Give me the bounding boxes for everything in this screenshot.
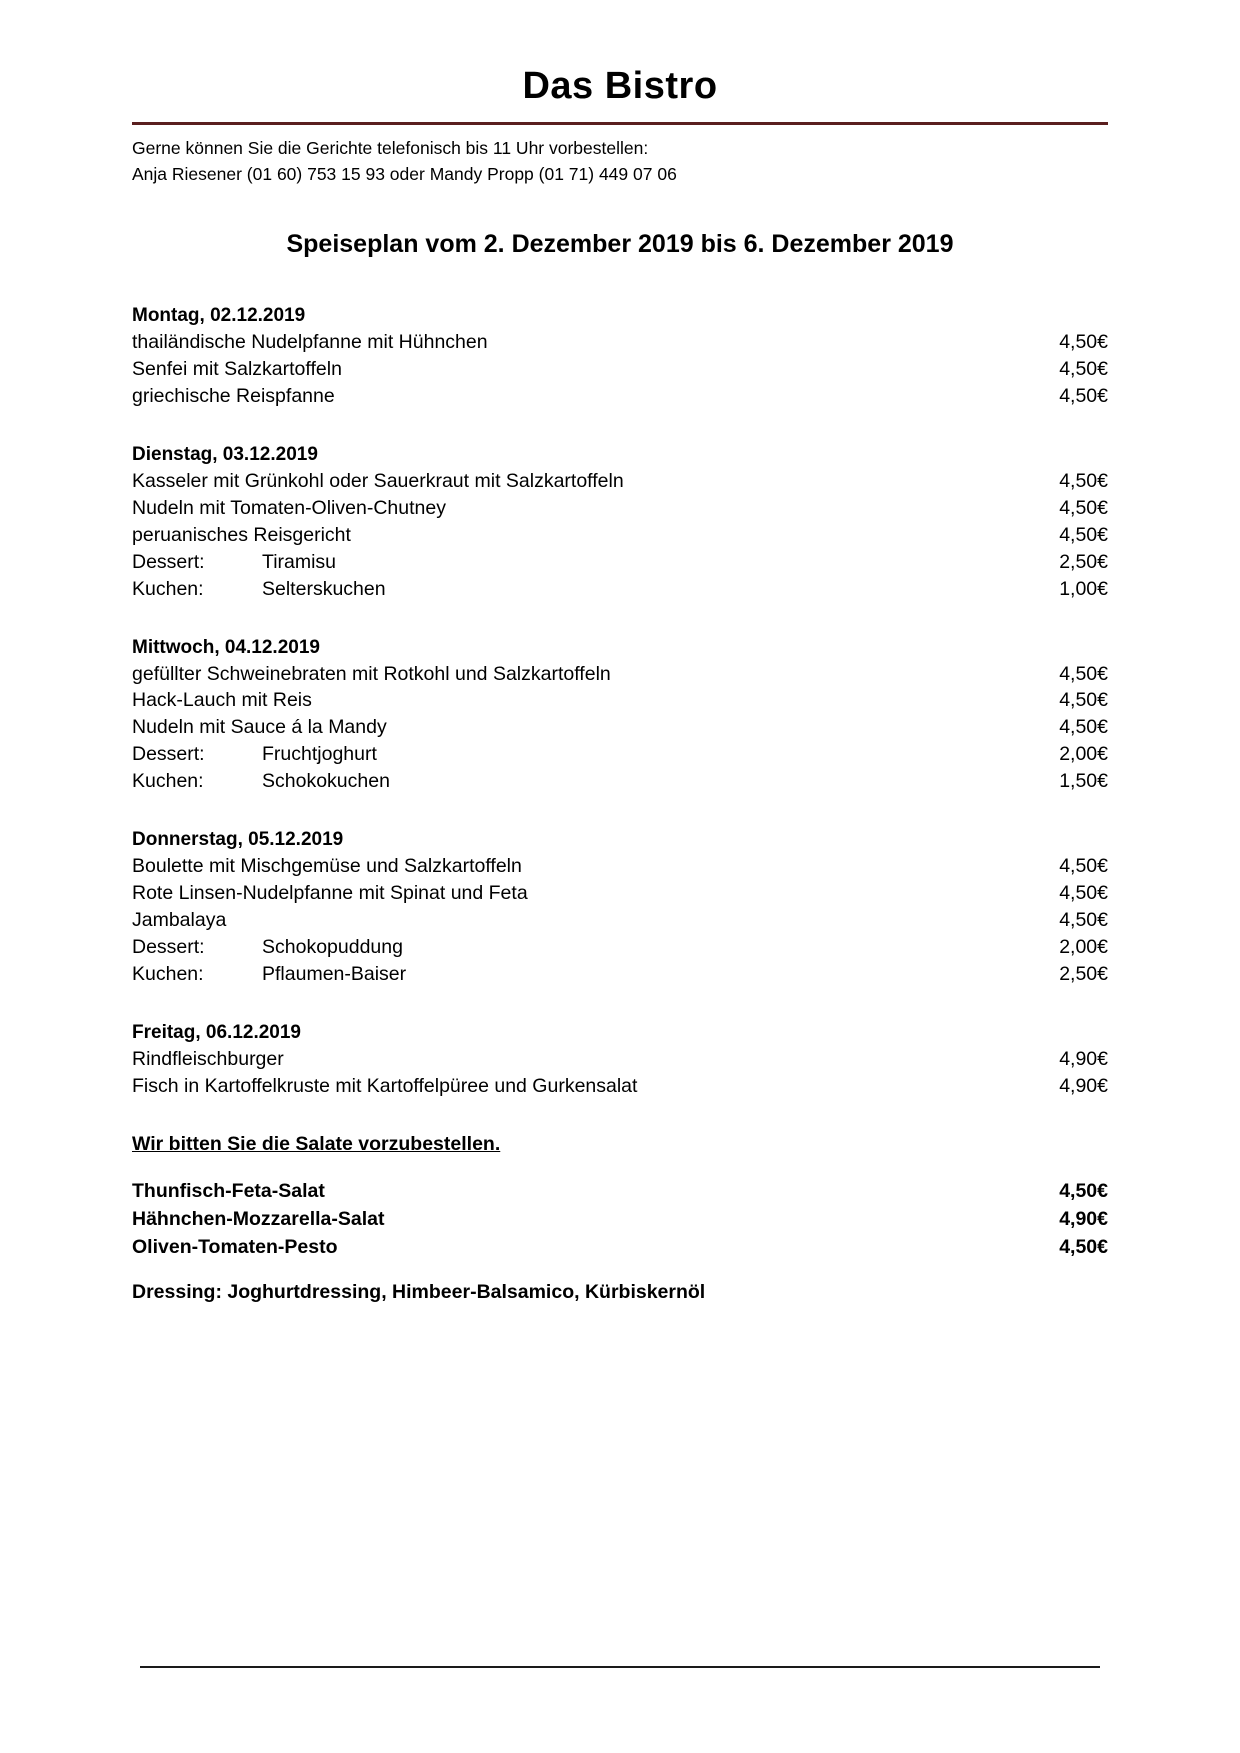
menu-row <box>132 768 1108 795</box>
dish-name <box>132 549 1028 576</box>
dish-name: Senfei mit Salzkartoffeln <box>132 358 342 381</box>
menu-row <box>132 468 1108 495</box>
menu-row <box>132 549 1108 576</box>
dish-price: 2,50€ <box>1059 962 1108 985</box>
menu-row <box>132 880 1108 907</box>
dish-price: 2,00€ <box>1059 743 1108 766</box>
dish-price: 4,90€ <box>1059 1047 1108 1070</box>
dish-price: 4,50€ <box>1059 908 1108 931</box>
dish-price: 4,50€ <box>1059 496 1108 519</box>
menu-row <box>132 329 1108 356</box>
menu-row <box>132 853 1108 880</box>
menu-row <box>132 714 1108 741</box>
menu-row <box>132 495 1108 522</box>
dish-text: Fruchtjoghurt <box>262 743 377 766</box>
dressing-note: Dressing: Joghurtdressing, Himbeer-Balsamico, Kürbiskernöl <box>132 1281 706 1304</box>
salad-row <box>132 1234 1108 1262</box>
dish-text: Tiramisu <box>262 550 337 573</box>
dish-name: griechische Reispfanne <box>132 385 335 408</box>
dish-price: 4,50€ <box>1059 855 1108 878</box>
salad-list <box>132 1178 1108 1261</box>
dish-name: Fisch in Kartoffelkruste mit Kartoffelpüree und Gurkensalat <box>132 1074 638 1097</box>
day-heading: Dienstag, 03.12.2019 <box>132 444 318 466</box>
dish-name: peruanisches Reisgericht <box>132 523 351 546</box>
menu-row <box>132 741 1108 768</box>
dish-price: 1,50€ <box>1059 770 1108 793</box>
header-divider <box>132 122 1108 125</box>
contact-line-2: Anja Riesener (01 60) 753 15 93 oder Mandy Propp (01 71) 449 07 06 <box>132 164 677 185</box>
contact-line-1: Gerne können Sie die Gerichte telefonisch bis 11 Uhr vorbestellen: <box>132 137 649 158</box>
plan-title: Speiseplan vom 2. Dezember 2019 bis 6. Dezember 2019 <box>286 230 954 259</box>
dish-name <box>132 934 1028 961</box>
salad-price: 4,50€ <box>1059 1235 1108 1258</box>
course-label: Kuchen: <box>132 770 204 793</box>
dish-text: Schokopuddung <box>262 935 403 958</box>
dish-name <box>132 576 1028 603</box>
dish-price: 4,50€ <box>1059 662 1108 685</box>
dish-name: Rote Linsen-Nudelpfanne mit Spinat und Feta <box>132 881 528 904</box>
dish-text: Selterskuchen <box>262 577 386 600</box>
dish-text: Pflaumen-Baiser <box>262 962 407 985</box>
dish-name <box>132 768 1028 795</box>
day-heading: Donnerstag, 05.12.2019 <box>132 829 344 851</box>
dish-name: gefüllter Schweinebraten mit Rotkohl und Salzkartoffeln <box>132 662 611 685</box>
salad-name: Oliven-Tomaten-Pesto <box>132 1235 338 1258</box>
dish-price: 4,50€ <box>1059 358 1108 381</box>
day-list <box>132 305 1108 1099</box>
salad-price: 4,50€ <box>1059 1180 1108 1203</box>
dish-name: Hack-Lauch mit Reis <box>132 689 312 712</box>
dish-price: 4,90€ <box>1059 1074 1108 1097</box>
menu-row <box>132 687 1108 714</box>
page-title: Das Bistro <box>522 65 718 107</box>
course-label: Dessert: <box>132 550 205 573</box>
day-heading: Montag, 02.12.2019 <box>132 305 306 327</box>
dish-price: 4,50€ <box>1059 716 1108 739</box>
dish-price: 4,50€ <box>1059 331 1108 354</box>
salad-name: Thunfisch-Feta-Salat <box>132 1180 325 1203</box>
day-heading: Mittwoch, 04.12.2019 <box>132 636 320 658</box>
dish-price: 4,50€ <box>1059 385 1108 408</box>
menu-row <box>132 356 1108 383</box>
day-heading: Freitag, 06.12.2019 <box>132 1021 301 1043</box>
course-label: Kuchen: <box>132 577 204 600</box>
menu-row <box>132 907 1108 934</box>
dish-name: Rindfleischburger <box>132 1047 284 1070</box>
menu-row <box>132 661 1108 688</box>
salad-price: 4,90€ <box>1059 1208 1108 1231</box>
day-block <box>132 637 1108 796</box>
menu-row <box>132 961 1108 988</box>
dish-price: 4,50€ <box>1059 523 1108 546</box>
menu-row <box>132 383 1108 410</box>
menu-row <box>132 576 1108 603</box>
dish-name: thailändische Nudelpfanne mit Hühnchen <box>132 331 488 354</box>
course-label: Dessert: <box>132 743 205 766</box>
dish-price: 4,50€ <box>1059 881 1108 904</box>
salad-row <box>132 1178 1108 1206</box>
dish-price: 4,50€ <box>1059 689 1108 712</box>
footer-divider <box>140 1666 1100 1668</box>
menu-row <box>132 1046 1108 1073</box>
dish-price: 2,50€ <box>1059 550 1108 573</box>
contact-info <box>132 135 1108 188</box>
dish-price: 1,00€ <box>1059 577 1108 600</box>
day-block <box>132 829 1108 988</box>
day-block <box>132 444 1108 603</box>
menu-row <box>132 934 1108 961</box>
salad-heading: Wir bitten Sie die Salate vorzubestellen. <box>132 1133 501 1156</box>
dish-text: Schokokuchen <box>262 770 390 793</box>
dish-name <box>132 961 1028 988</box>
menu-row <box>132 522 1108 549</box>
dish-name <box>132 741 1028 768</box>
dish-name: Kasseler mit Grünkohl oder Sauerkraut mit Salzkartoffeln <box>132 470 624 493</box>
day-block <box>132 305 1108 410</box>
course-label: Kuchen: <box>132 962 204 985</box>
dish-name: Jambalaya <box>132 908 227 931</box>
dish-price: 2,00€ <box>1059 935 1108 958</box>
course-label: Dessert: <box>132 935 205 958</box>
dish-price: 4,50€ <box>1059 470 1108 493</box>
dish-name: Boulette mit Mischgemüse und Salzkartoffeln <box>132 855 522 878</box>
salad-name: Hähnchen-Mozzarella-Salat <box>132 1208 385 1231</box>
dish-name: Nudeln mit Sauce á la Mandy <box>132 716 387 739</box>
dish-name: Nudeln mit Tomaten-Oliven-Chutney <box>132 496 446 519</box>
menu-row <box>132 1073 1108 1100</box>
salad-section <box>132 1133 1108 1304</box>
salad-row <box>132 1206 1108 1234</box>
day-block <box>132 1022 1108 1100</box>
